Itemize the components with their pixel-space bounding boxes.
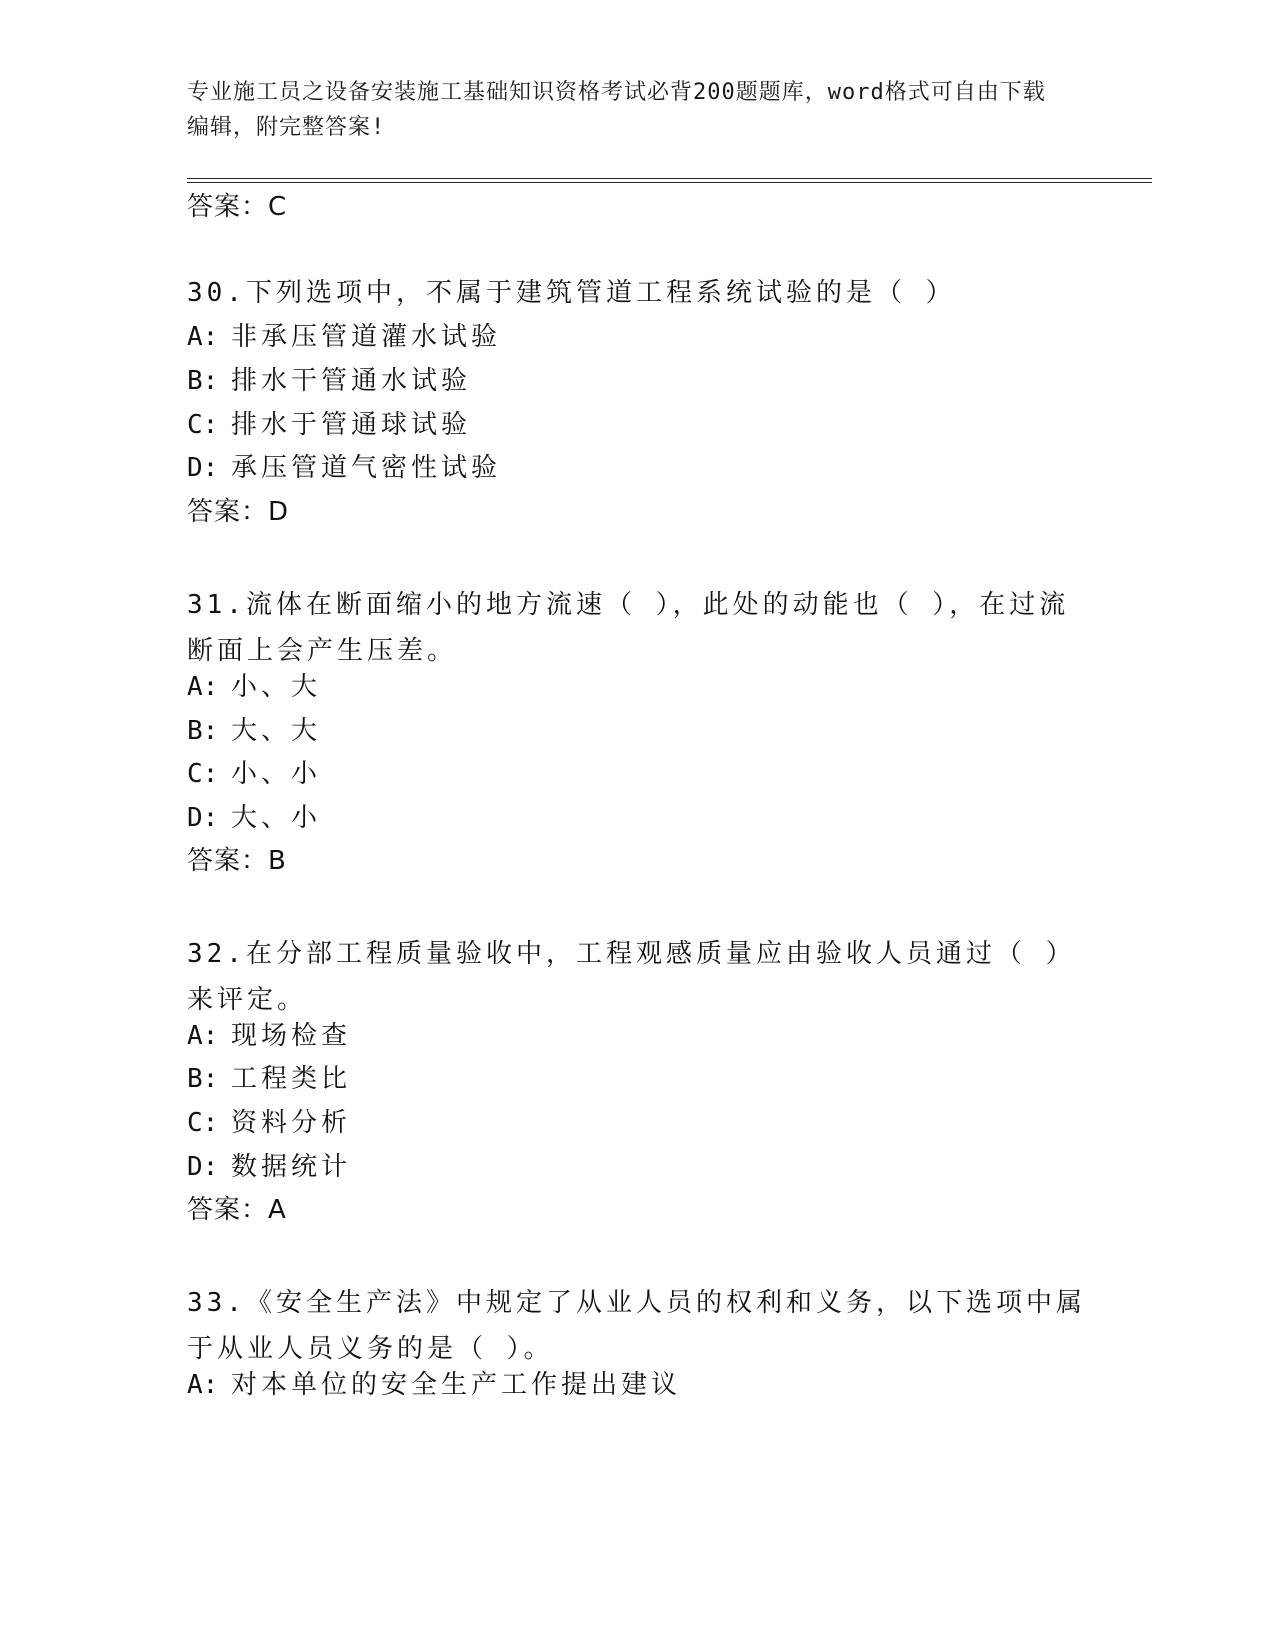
question-32-answer: 答案：A: [187, 1195, 287, 1225]
header-rule-bottom: [187, 182, 1152, 183]
option-text: 小、小: [231, 759, 322, 789]
option-text: 非承压管道灌水试验: [231, 322, 502, 352]
question-32-text: 32.在分部工程质量验收中，工程观感质量应由验收人员通过（ ）来评定。: [187, 939, 1076, 1015]
option-label: A:: [187, 1370, 219, 1400]
option-text: 资料分析: [231, 1108, 352, 1138]
option-label: B:: [187, 1064, 219, 1094]
option-text: 小、大: [231, 672, 322, 702]
question-31-option-b: [187, 714, 321, 748]
option-label: B:: [187, 366, 219, 396]
option-label: D:: [187, 1152, 219, 1182]
option-text: 数据统计: [231, 1152, 352, 1182]
option-text: 排水于管通球试验: [231, 410, 472, 440]
option-text: 现场检查: [231, 1021, 352, 1051]
question-31-answer: 答案：B: [187, 846, 287, 876]
option-label: D:: [187, 453, 219, 483]
option-label: D:: [187, 803, 219, 833]
option-text: 工程类比: [231, 1064, 352, 1094]
question-33-option-a: [187, 1368, 681, 1402]
question-30-option-b: [187, 364, 471, 398]
option-label: C:: [187, 759, 219, 789]
page-header: 专业施工员之设备安装施工基础知识资格考试必背200题题库，word格式可自由下载编辑，附完整答案!: [187, 80, 1046, 140]
option-text: 大、大: [231, 716, 322, 746]
question-33-text: 33.《安全生产法》中规定了从业人员的权利和义务，以下选项中属于从业人员义务的是（ ）。: [187, 1288, 1086, 1364]
question-32-option-c: [187, 1106, 351, 1140]
option-text: 对本单位的安全生产工作提出建议: [231, 1370, 682, 1400]
question-30-answer: 答案：D: [187, 497, 290, 527]
header-rule-top: [187, 178, 1152, 179]
answer-previous: 答案：C: [187, 192, 288, 222]
question-32-option-d: [187, 1150, 351, 1184]
option-text: 排水干管通水试验: [231, 366, 472, 396]
question-31-text: 31.流体在断面缩小的地方流速（ ），此处的动能也（ ），在过流断面上会产生压差。: [187, 590, 1070, 666]
option-label: C:: [187, 410, 219, 440]
option-label: A:: [187, 322, 219, 352]
question-30-option-c: [187, 408, 471, 442]
option-label: C:: [187, 1108, 219, 1138]
option-text: 大、小: [231, 803, 322, 833]
question-32-option-b: [187, 1062, 351, 1096]
option-label: A:: [187, 1021, 219, 1051]
option-label: B:: [187, 716, 219, 746]
question-31-option-a: [187, 670, 321, 704]
question-31-option-d: [187, 801, 321, 835]
option-text: 承压管道气密性试验: [231, 453, 502, 483]
question-30-option-a: [187, 320, 501, 354]
question-30-text: 30.下列选项中，不属于建筑管道工程系统试验的是（ ）: [187, 278, 956, 308]
question-31-option-c: [187, 757, 321, 791]
question-32-option-a: [187, 1019, 351, 1053]
option-label: A:: [187, 672, 219, 702]
question-30-option-d: [187, 451, 501, 485]
